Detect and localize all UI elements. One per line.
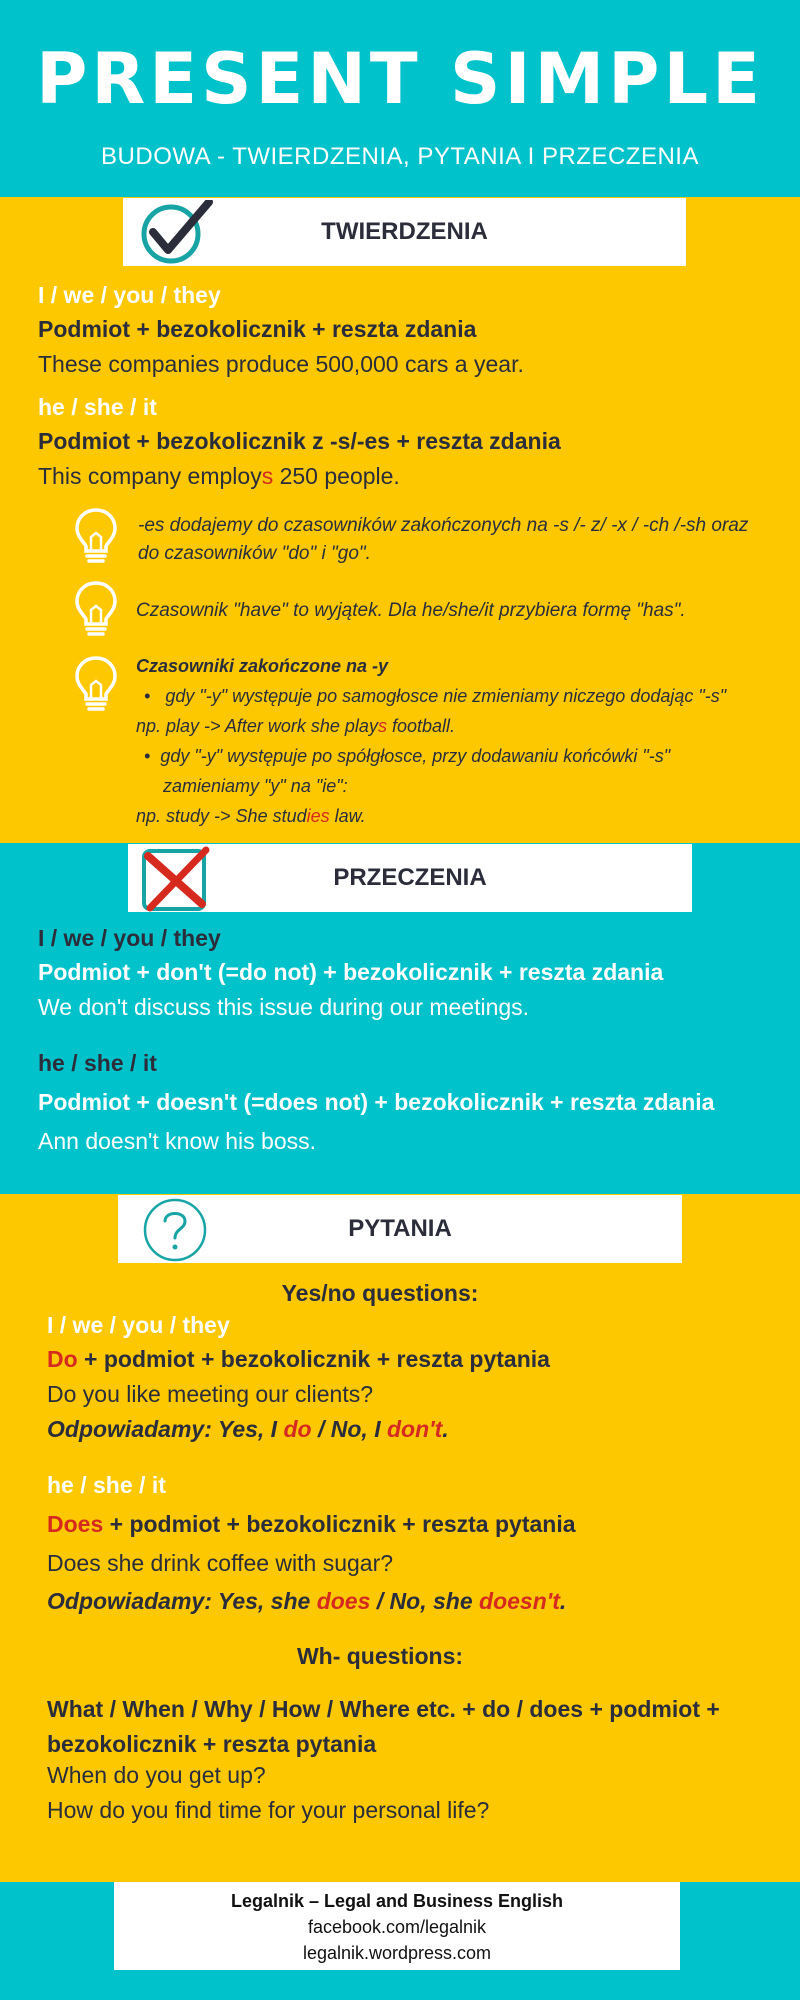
example-sentence: These companies produce 500,000 cars a year. xyxy=(38,351,524,377)
pronoun-group: I / we / you / they xyxy=(38,925,221,951)
rule-text: Podmiot + doesn't (=does not) + bezokolicznik + reszta zdania xyxy=(38,1089,715,1115)
section-title: TWIERDZENIA xyxy=(321,218,488,245)
example-sentence: When do you get up? xyxy=(47,1762,266,1788)
blog-link[interactable]: legalnik.wordpress.com xyxy=(302,1943,492,1963)
subsection-heading: Yes/no questions: xyxy=(281,1280,479,1306)
rule-text: Do + podmiot + bezokolicznik + reszta pytania xyxy=(47,1346,550,1372)
bullet-icon: • xyxy=(144,686,166,706)
example-sentence: Does she drink coffee with sugar? xyxy=(47,1550,394,1576)
tip-text: Czasownik "have" to wyjątek. Dla he/she/it przybiera formę "has". xyxy=(136,600,686,621)
example-sentence: This company employs 250 people. xyxy=(38,463,400,489)
answer-text: Odpowiadamy: Yes, I do / No, I don't. xyxy=(47,1416,449,1442)
subsection-heading: Wh- questions: xyxy=(296,1643,464,1669)
rule-text: Podmiot + bezokolicznik z -s/-es + reszta zdania xyxy=(38,428,561,454)
pronoun-group: he / she / it xyxy=(47,1472,166,1498)
rule-text: What / When / Why / How / Where etc. + do / does + podmiot + bezokolicznik + reszta pytania xyxy=(47,1696,720,1757)
answer-text: Odpowiadamy: Yes, she does / No, she doesn't. xyxy=(47,1588,567,1614)
lightbulb-icon xyxy=(74,580,118,640)
section-label-affirmative xyxy=(123,198,686,266)
footer-credits xyxy=(114,1882,680,1970)
pronoun-group: I / we / you / they xyxy=(38,282,221,308)
pronoun-group: I / we / you / they xyxy=(47,1312,230,1338)
section-label-negative xyxy=(128,844,692,912)
example-sentence: We don't discuss this issue during our meetings. xyxy=(38,994,530,1020)
pronoun-group: he / she / it xyxy=(38,1050,157,1076)
page-title: PRESENT SIMPLE xyxy=(36,38,764,120)
example-sentence: Ann doesn't know his boss. xyxy=(38,1128,316,1154)
tip-text: -es dodajemy do czasowników zakończonych na -s /- z/ -x / -ch /-sh oraz do czasowników "do" i "go". xyxy=(138,515,749,564)
pronoun-group: he / she / it xyxy=(38,394,157,420)
lightbulb-icon xyxy=(74,655,118,715)
page-subtitle: BUDOWA - TWIERDZENIA, PYTANIA I PRZECZENIA xyxy=(101,143,699,170)
lightbulb-icon xyxy=(74,507,118,567)
section-title: PRZECZENIA xyxy=(333,864,487,891)
section-label-questions xyxy=(118,1195,682,1263)
rule-text: Podmiot + don't (=do not) + bezokolicznik + reszta zdania xyxy=(38,959,664,985)
example-sentence: Do you like meeting our clients? xyxy=(47,1381,373,1407)
rule-text: Podmiot + bezokolicznik + reszta zdania xyxy=(38,316,477,342)
bullet-icon: • xyxy=(144,746,161,766)
facebook-link[interactable]: facebook.com/legalnik xyxy=(307,1917,487,1937)
rule-text: Does + podmiot + bezokolicznik + reszta pytania xyxy=(47,1511,576,1537)
example-sentence: How do you find time for your personal life? xyxy=(47,1797,490,1823)
tip-text: Czasowniki zakończone na -y • gdy "-y" występuje po samogłosce nie zmieniamy niczego dodając "-s" np. play -> After work she plays football. • gdy "-y" występuje po spółgłosce, przy dodawaniu końcówki "-s" zamieniamy "y" na "ie": np. study -> She studies law. xyxy=(136,656,727,826)
section-title: PYTANIA xyxy=(348,1215,452,1242)
brand-name: Legalnik – Legal and Business English xyxy=(230,1891,564,1911)
